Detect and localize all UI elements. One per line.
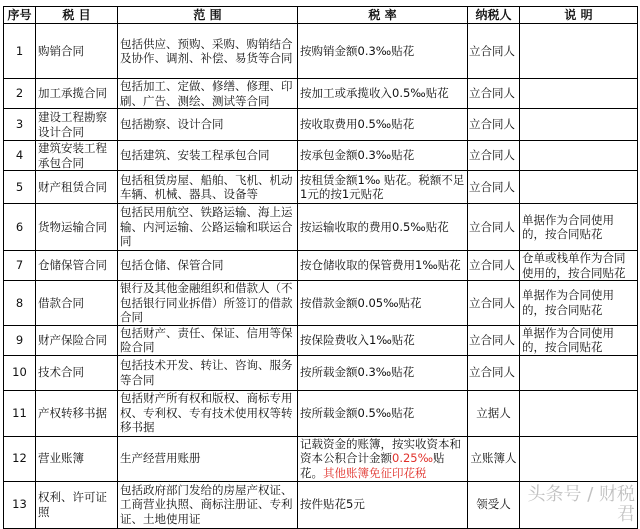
tax-item: 技术合同 — [36, 355, 118, 390]
row-number: 5 — [4, 171, 36, 204]
taxpayer: 立合同人 — [468, 109, 520, 141]
stamp-duty-table — [3, 6, 638, 529]
scope: 包括技术开发、转让、咨询、服务等合同 — [118, 355, 298, 390]
row-number: 13 — [4, 481, 36, 528]
row-number: 2 — [4, 79, 36, 109]
note-text: 单据作为合同使用的，按合同贴花 — [522, 212, 614, 241]
tax-item: 仓储保管合同 — [36, 251, 118, 281]
taxpayer: 立合同人 — [468, 171, 520, 204]
note — [520, 436, 638, 481]
table-row — [4, 436, 638, 481]
note — [520, 79, 638, 109]
scope: 包括供应、预购、采购、购销结合及协作、调剂、补偿、易货等合同 — [118, 24, 298, 79]
table-row — [4, 481, 638, 528]
scope: 银行及其他金融组织和借款人（不包括银行同业拆借）所签订的借款合同 — [118, 281, 298, 326]
tax-item: 购销合同 — [36, 24, 118, 79]
tax-item: 建筑安装工程承包合同 — [36, 141, 118, 171]
note-text: 仓单或栈单作为合同使用的，按合同贴花 — [522, 251, 626, 280]
row-number: 4 — [4, 141, 36, 171]
table-row — [4, 325, 638, 355]
header-item: 税 目 — [36, 7, 118, 24]
rate-text: 其他账簿免征印花税 — [323, 465, 427, 480]
scope: 包括财产、责任、保证、信用等保险合同 — [118, 325, 298, 355]
scope: 包括民用航空、铁路运输、海上运输、内河运输、公路运输和联运合同 — [118, 204, 298, 251]
header-no: 序号 — [4, 7, 36, 24]
table-row — [4, 251, 638, 281]
note — [520, 171, 638, 204]
watermark: 头条号 / 财税君 — [527, 483, 635, 525]
taxpayer: 立合同人 — [468, 141, 520, 171]
note — [520, 281, 638, 326]
note — [520, 24, 638, 79]
rate-text: 贴花。 — [300, 451, 445, 480]
scope: 生产经营用账册 — [118, 436, 298, 481]
note — [520, 355, 638, 390]
note — [520, 251, 638, 281]
table-row — [4, 79, 638, 109]
tax-item: 货物运输合同 — [36, 204, 118, 251]
table-row — [4, 204, 638, 251]
header-rate: 税 率 — [298, 7, 468, 24]
header-payer: 纳税人 — [468, 7, 520, 24]
scope: 包括政府部门发给的房屋产权证、工商营业执照、商标注册证、专利证、土地使用证 — [118, 481, 298, 528]
scope: 包括勘察、设计合同 — [118, 109, 298, 141]
tax-rate: 按购销金额0.3‰贴花 — [298, 24, 468, 79]
header-note: 说 明 — [520, 7, 638, 24]
note — [520, 481, 638, 528]
table-row — [4, 24, 638, 79]
tax-item: 产权转移书据 — [36, 390, 118, 436]
tax-rate: 按件贴花5元 — [298, 481, 468, 528]
row-number: 7 — [4, 251, 36, 281]
row-number: 3 — [4, 109, 36, 141]
scope: 包括租赁房屋、船舶、飞机、机动车辆、机械、器具、设备等 — [118, 171, 298, 204]
row-number: 11 — [4, 390, 36, 436]
taxpayer: 立合同人 — [468, 281, 520, 326]
tax-item: 营业账簿 — [36, 436, 118, 481]
table-header — [4, 7, 638, 24]
row-number: 6 — [4, 204, 36, 251]
tax-item: 加工承揽合同 — [36, 79, 118, 109]
tax-rate: 按收取费用0.5‰贴花 — [298, 109, 468, 141]
scope: 包括财产所有权和版权、商标专用权、专利权、专有技术使用权等转移书据 — [118, 390, 298, 436]
note-text: 单据作为合同使用的，按合同贴花 — [522, 288, 614, 317]
table-row — [4, 355, 638, 390]
note — [520, 109, 638, 141]
taxpayer: 立合同人 — [468, 79, 520, 109]
tax-rate — [298, 436, 468, 481]
note — [520, 204, 638, 251]
scope: 包括加工、定做、修缮、修理、印刷、广告、测绘、测试等合同 — [118, 79, 298, 109]
scope: 包括建筑、安装工程承包合同 — [118, 141, 298, 171]
taxpayer: 立合同人 — [468, 24, 520, 79]
tax-rate: 按所载金额0.3‰贴花 — [298, 355, 468, 390]
table-row — [4, 390, 638, 436]
row-number: 10 — [4, 355, 36, 390]
tax-item: 财产保险合同 — [36, 325, 118, 355]
tax-item: 建设工程勘察设计合同 — [36, 109, 118, 141]
header-scope: 范 围 — [118, 7, 298, 24]
taxpayer: 立据人 — [468, 390, 520, 436]
scope: 包括仓储、保管合同 — [118, 251, 298, 281]
rate-text: 0.25‰ — [392, 451, 434, 466]
tax-item: 权利、许可证照 — [36, 481, 118, 528]
table-row — [4, 109, 638, 141]
rate-text: 记载资金的账簿，按实收资本和资本公积合计金额 — [300, 436, 461, 466]
table-row — [4, 171, 638, 204]
tax-rate: 按所载金额0.5‰贴花 — [298, 390, 468, 436]
note-text: 单据作为合同使用的，按合同贴花 — [522, 325, 614, 354]
row-number: 12 — [4, 436, 36, 481]
tax-rate: 按借款金额0.05‰贴花 — [298, 281, 468, 326]
taxpayer: 立合同人 — [468, 204, 520, 251]
taxpayer: 立合同人 — [468, 355, 520, 390]
taxpayer: 领受人 — [468, 481, 520, 528]
taxpayer: 立合同人 — [468, 325, 520, 355]
table-row — [4, 281, 638, 326]
tax-rate: 按保险费收入1‰贴花 — [298, 325, 468, 355]
row-number: 9 — [4, 325, 36, 355]
taxpayer: 立账簿人 — [468, 436, 520, 481]
taxpayer: 立合同人 — [468, 251, 520, 281]
row-number: 8 — [4, 281, 36, 326]
note — [520, 141, 638, 171]
tax-rate: 按承包金额0.3‰贴花 — [298, 141, 468, 171]
note — [520, 325, 638, 355]
tax-item: 借款合同 — [36, 281, 118, 326]
tax-item: 财产租赁合同 — [36, 171, 118, 204]
tax-rate: 按仓储收取的保管费用1‰贴花 — [298, 251, 468, 281]
note — [520, 390, 638, 436]
tax-rate: 按租赁金额1‰ 贴花。税额不足1元的按1元贴花 — [298, 171, 468, 204]
row-number: 1 — [4, 24, 36, 79]
table-row — [4, 141, 638, 171]
tax-rate: 按加工或承揽收入0.5‰贴花 — [298, 79, 468, 109]
tax-rate: 按运输收取的费用0.5‰贴花 — [298, 204, 468, 251]
